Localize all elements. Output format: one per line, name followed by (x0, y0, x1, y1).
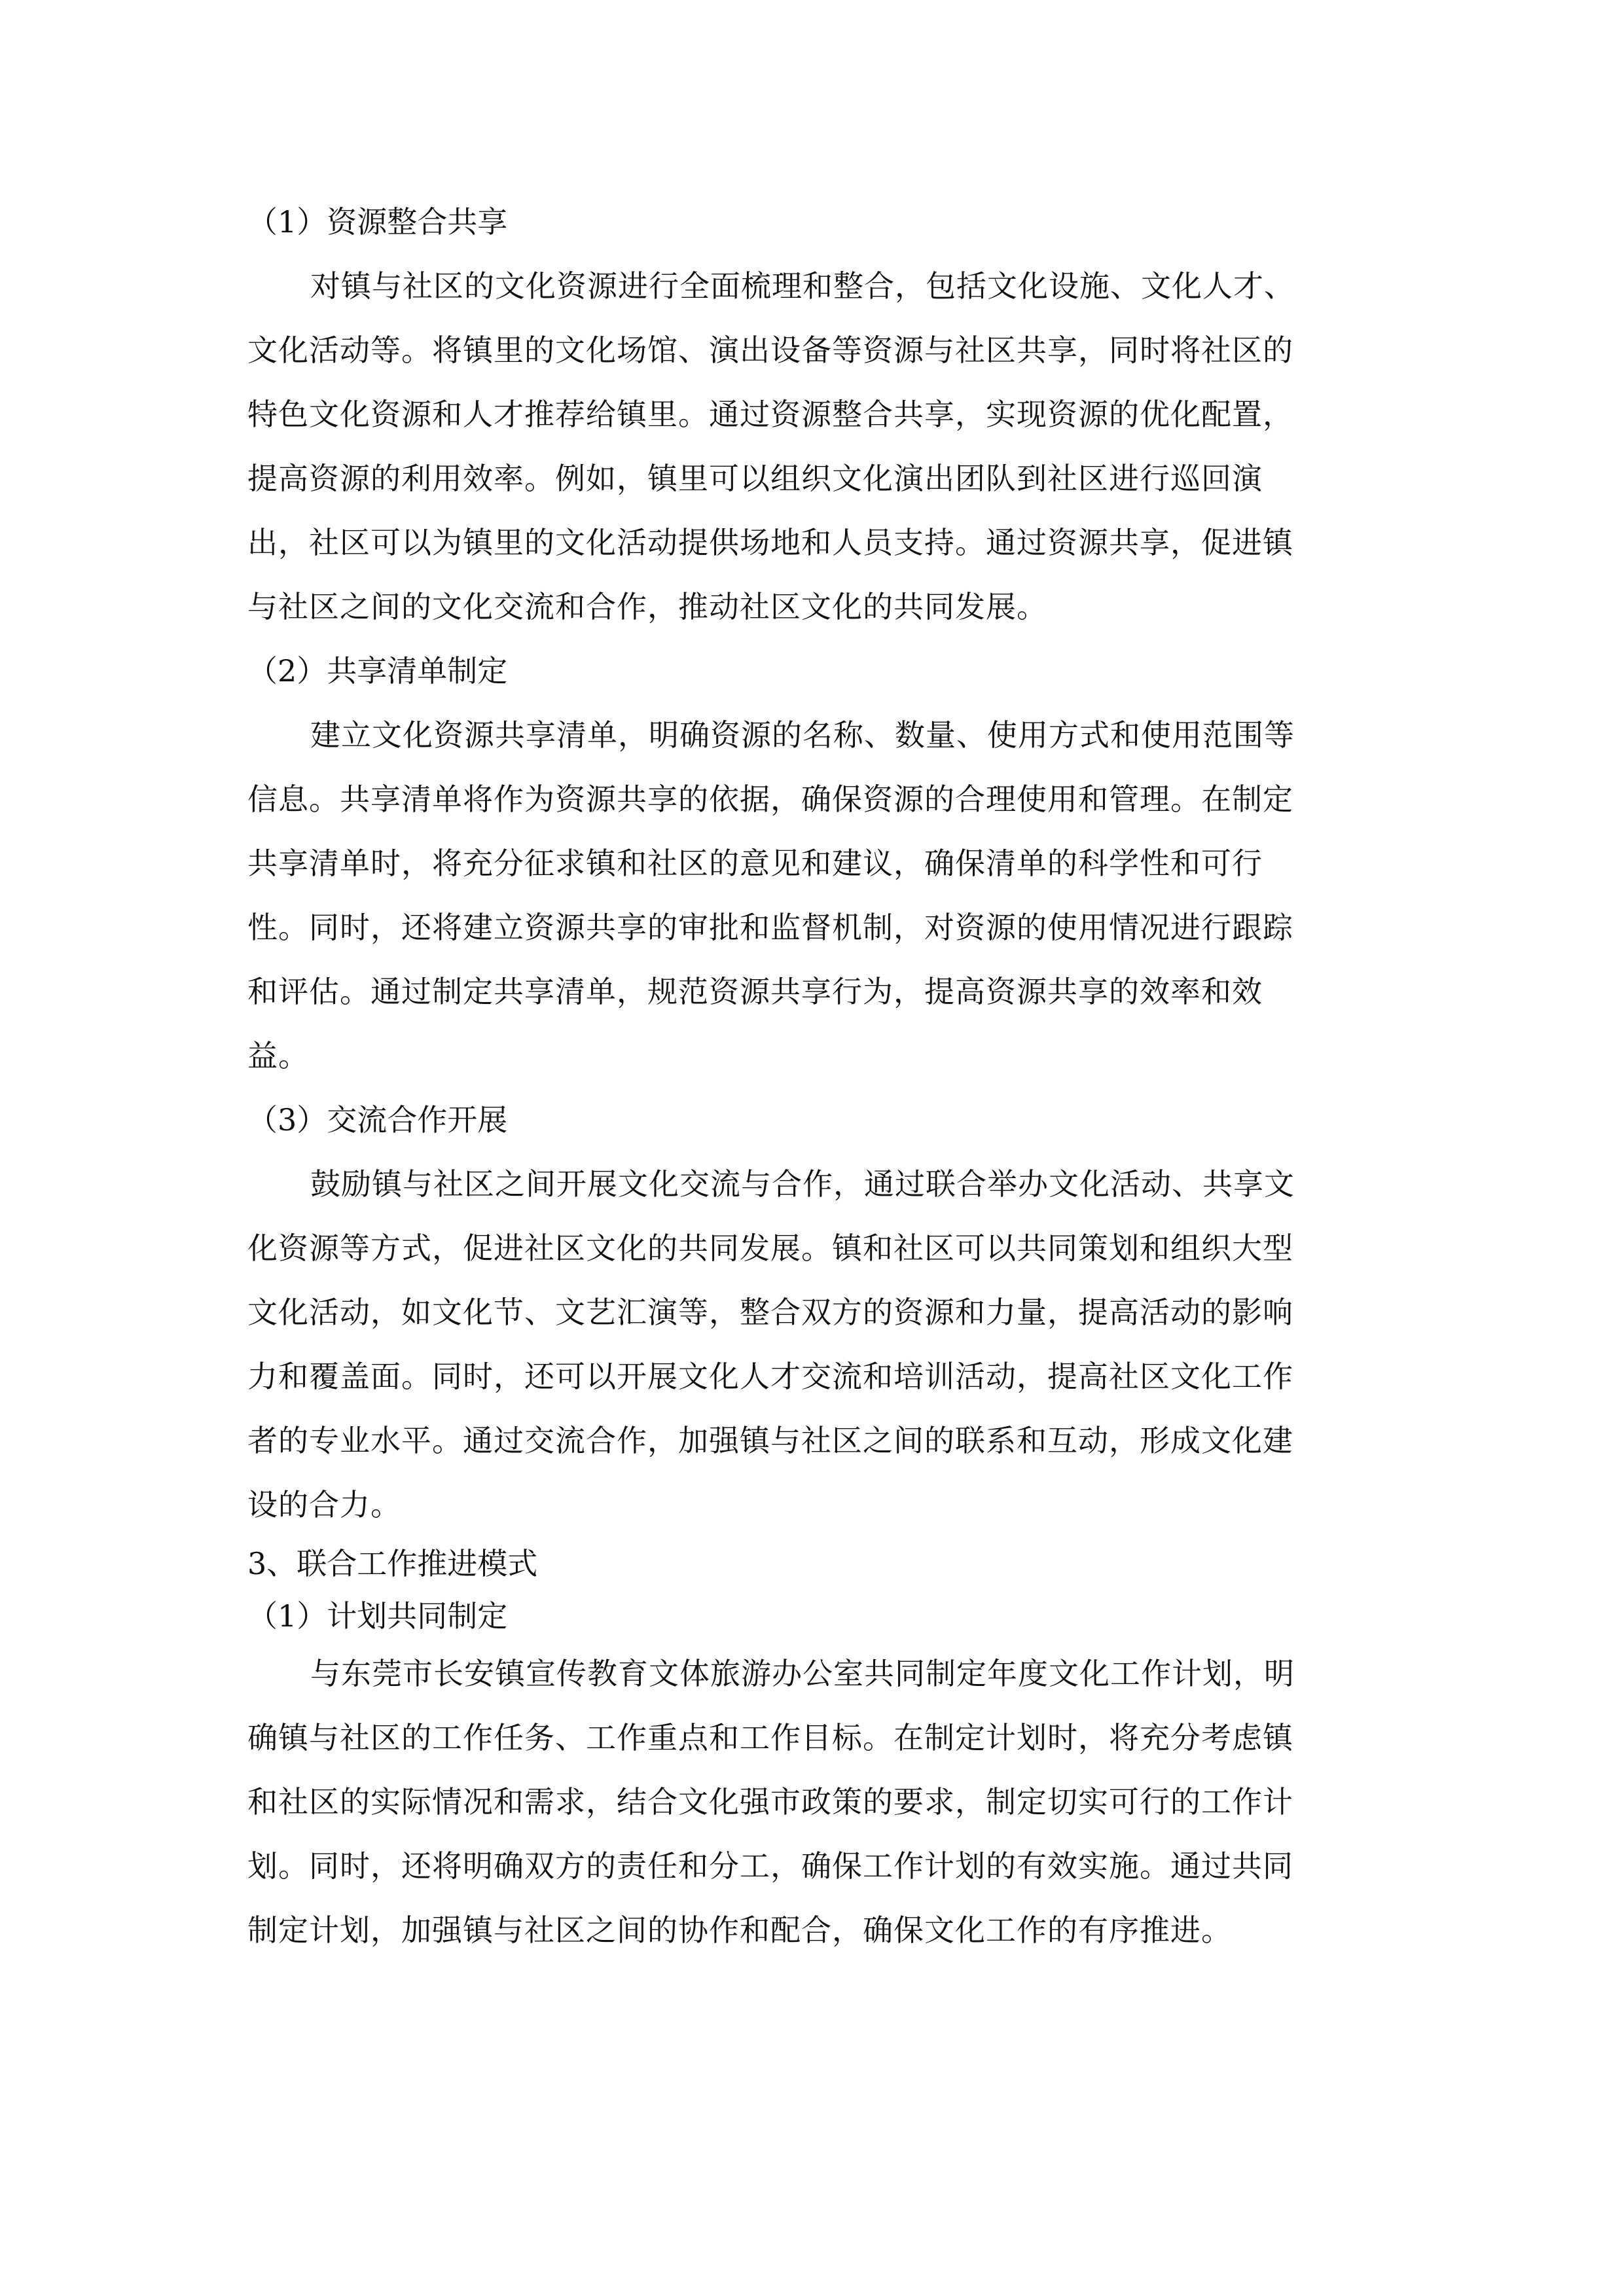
paragraph-line: 信息。共享清单将作为资源共享的依据，确保资源的合理使用和管理。在制定 (247, 781, 1293, 817)
subheading-resource-integration: （1）资源整合共享 (247, 204, 508, 240)
paragraph-line: 确镇与社区的工作任务、工作重点和工作目标。在制定计划时，将充分考虑镇 (247, 1720, 1293, 1755)
paragraph-line: 益。 (247, 1038, 309, 1073)
paragraph-line: 力和覆盖面。同时，还可以开展文化人才交流和培训活动，提高社区文化工作 (247, 1359, 1293, 1394)
paragraph-line: 与东莞市长安镇宣传教育文体旅游办公室共同制定年度文化工作计划，明 (310, 1656, 1295, 1691)
paragraph-exchange-cooperation (247, 1152, 1380, 1537)
paragraph-line: 建立文化资源共享清单，明确资源的名称、数量、使用方式和使用范围等 (310, 717, 1295, 753)
document-body (247, 190, 1380, 1962)
paragraph-shared-list (247, 703, 1380, 1088)
paragraph-line: 对镇与社区的文化资源进行全面梳理和整合，包括文化设施、文化人才、 (310, 268, 1295, 304)
paragraph-line: 文化活动等。将镇里的文化场馆、演出设备等资源与社区共享，同时将社区的 (247, 332, 1293, 368)
paragraph-line: 制定计划，加强镇与社区之间的协作和配合，确保文化工作的有序推进。 (247, 1912, 1232, 1948)
paragraph-line: 化资源等方式，促进社区文化的共同发展。镇和社区可以共同策划和组织大型 (247, 1230, 1293, 1266)
paragraph-line: 性。同时，还将建立资源共享的审批和监督机制，对资源的使用情况进行跟踪 (247, 910, 1293, 945)
paragraph-line: 和社区的实际情况和需求，结合文化强市政策的要求，制定切实可行的工作计 (247, 1784, 1293, 1820)
paragraph-line: 者的专业水平。通过交流合作，加强镇与社区之间的联系和互动，形成文化建 (247, 1423, 1293, 1458)
paragraph-line: 鼓励镇与社区之间开展文化交流与合作，通过联合举办文化活动、共享文 (310, 1166, 1295, 1202)
paragraph-line: 设的合力。 (247, 1487, 401, 1522)
paragraph-line: 出，社区可以为镇里的文化活动提供场地和人员支持。通过资源共享，促进镇 (247, 525, 1293, 560)
paragraph-line: 划。同时，还将明确双方的责任和分工，确保工作计划的有效实施。通过共同 (247, 1848, 1293, 1884)
paragraph-line: 提高资源的利用效率。例如，镇里可以组织文化演出团队到社区进行巡回演 (247, 461, 1263, 496)
paragraph-line: 和评估。通过制定共享清单，规范资源共享行为，提高资源共享的效率和效 (247, 974, 1263, 1009)
subheading-joint-planning: （1）计划共同制定 (247, 1598, 508, 1634)
paragraph-resource-integration (247, 254, 1380, 639)
section-heading-joint-work: 3、联合工作推进模式 (247, 1546, 538, 1581)
subheading-exchange-cooperation: （3）交流合作开展 (247, 1102, 508, 1138)
paragraph-line: 特色文化资源和人才推荐给镇里。通过资源整合共享，实现资源的优化配置， (247, 397, 1293, 432)
paragraph-line: 文化活动，如文化节、文艺汇演等，整合双方的资源和力量，提高活动的影响 (247, 1295, 1293, 1330)
paragraph-line: 共享清单时，将充分征求镇和社区的意见和建议，确保清单的科学性和可行 (247, 846, 1263, 881)
paragraph-joint-planning (247, 1641, 1380, 1962)
subheading-shared-list: （2）共享清单制定 (247, 653, 508, 689)
paragraph-line: 与社区之间的文化交流和合作，推动社区文化的共同发展。 (247, 589, 1047, 624)
